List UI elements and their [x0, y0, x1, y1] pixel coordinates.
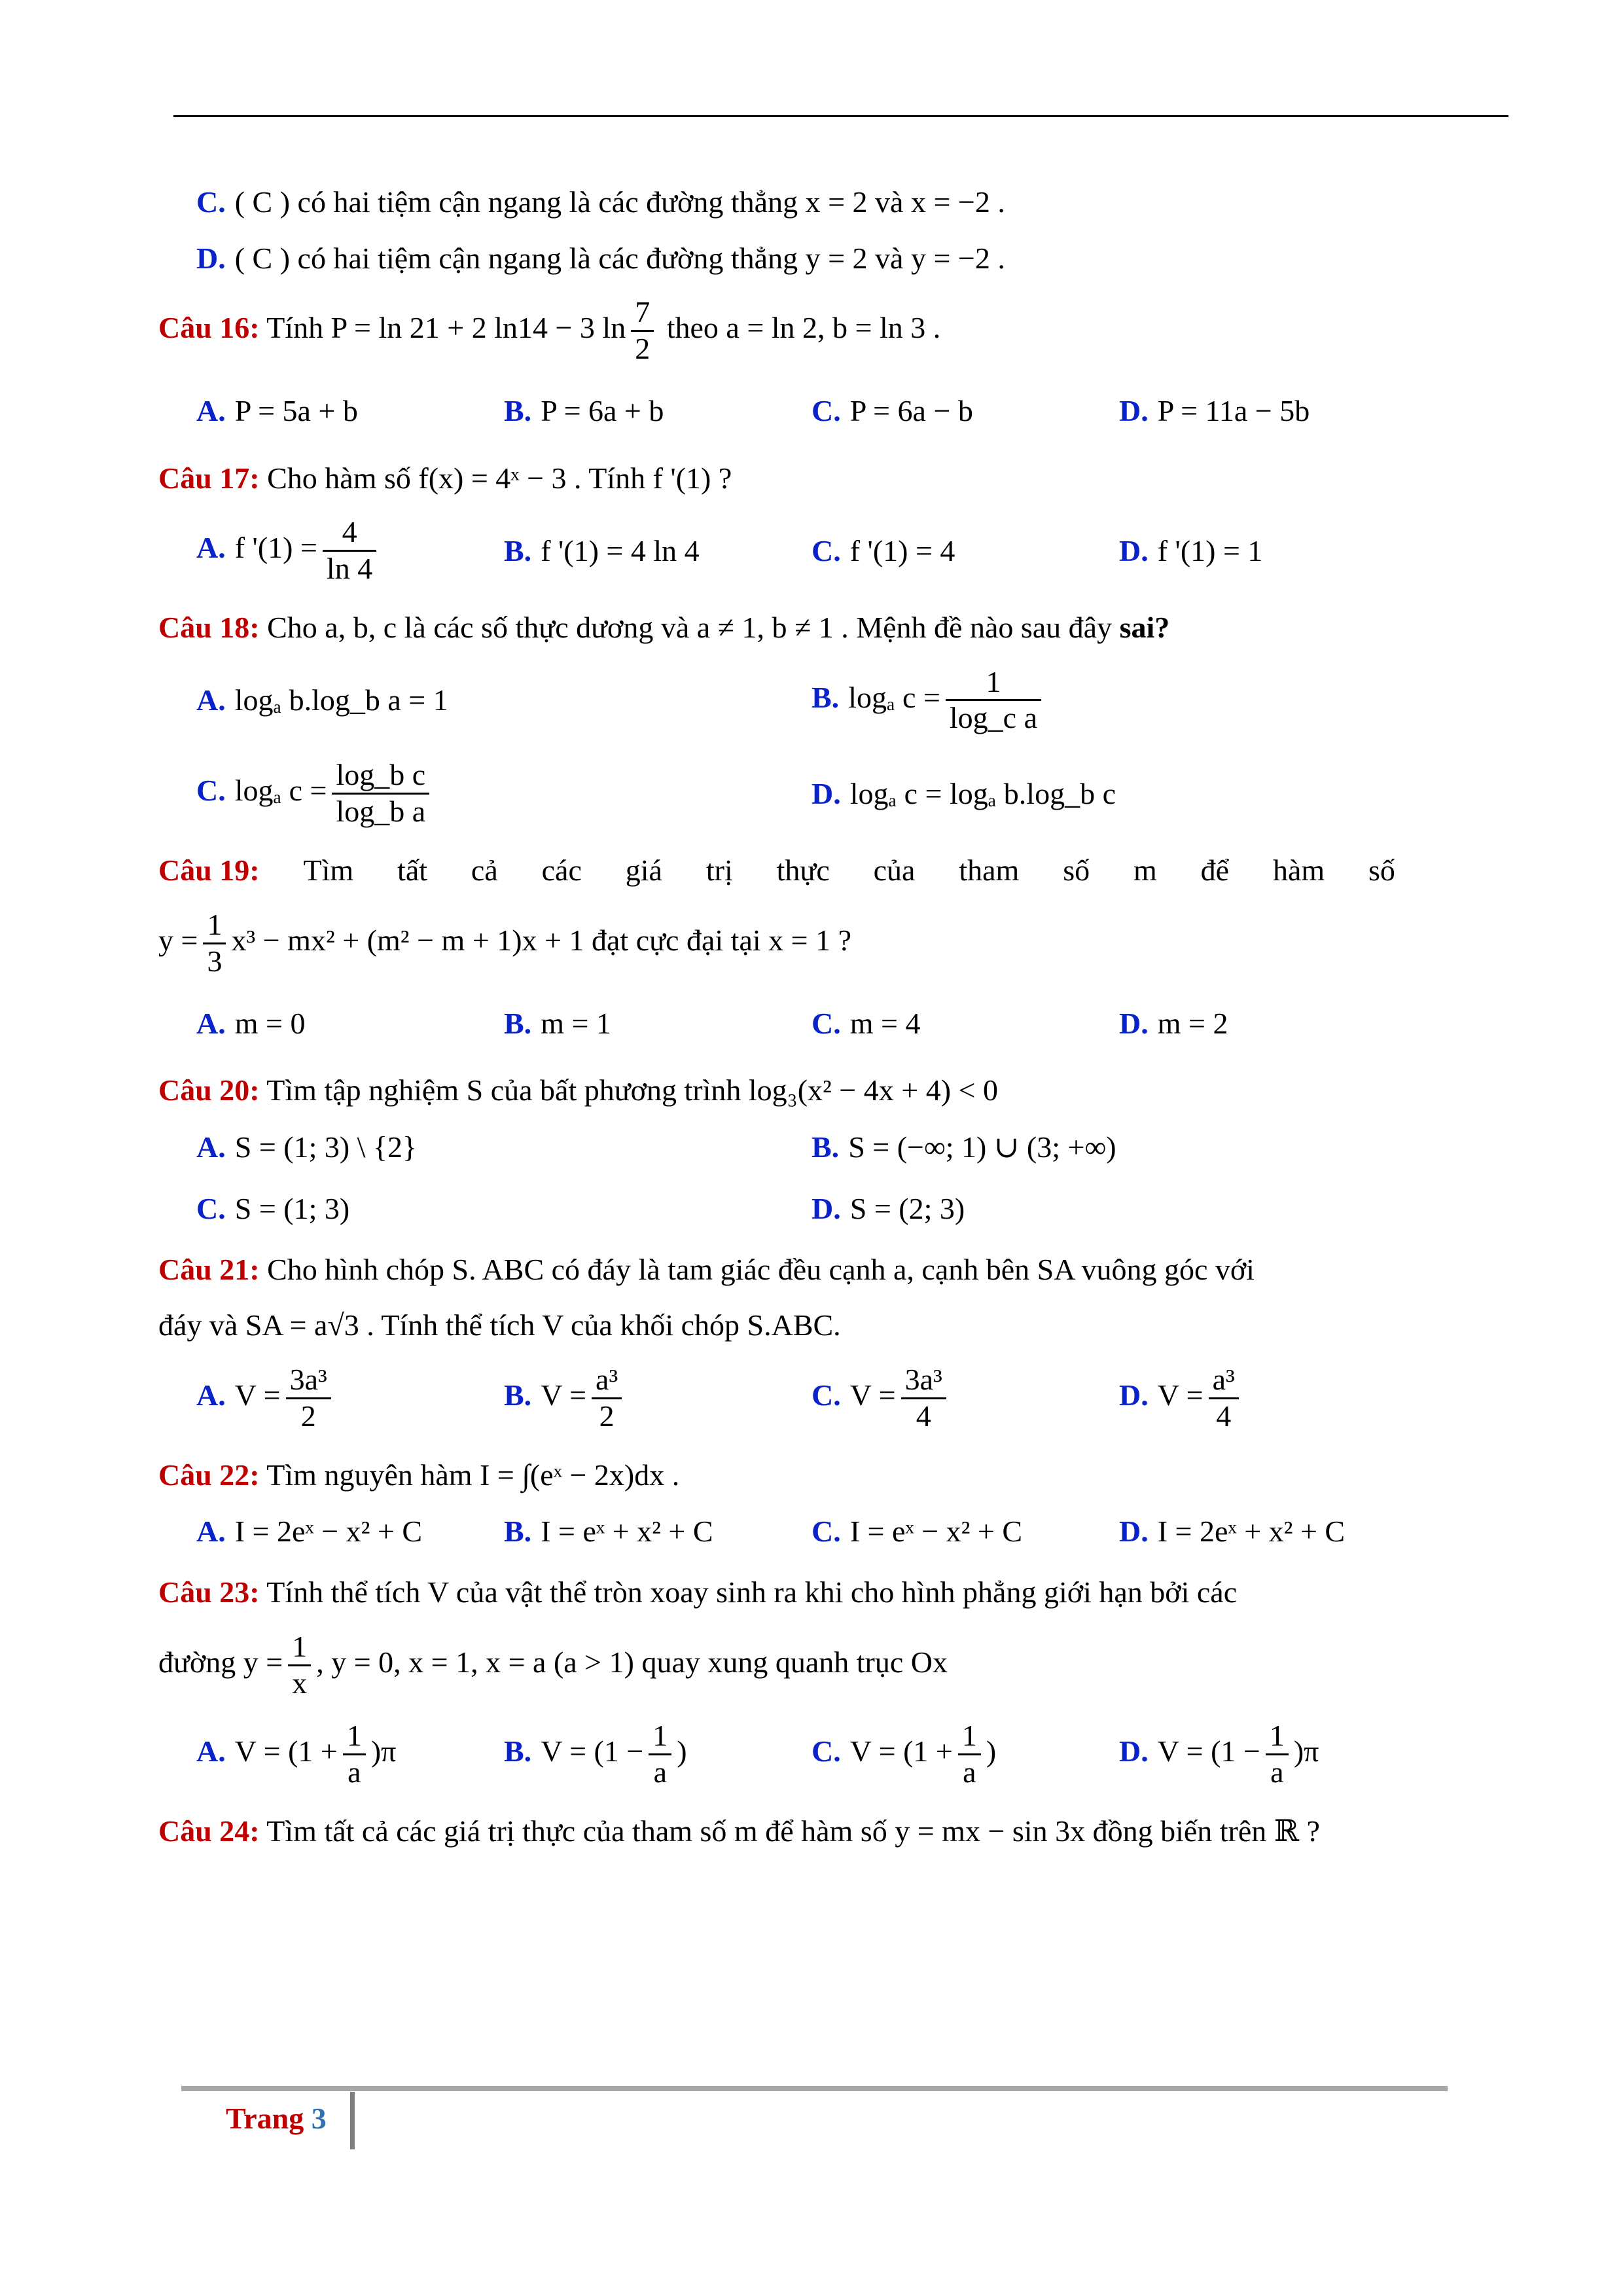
option-text: ( C ) có hai tiệm cận ngang là các đường thẳng x = 2 và x = −2 .: [234, 185, 1005, 219]
q20-options-ab: [196, 1128, 1440, 1167]
option-c: [196, 1190, 812, 1228]
option-text: V =: [849, 1378, 896, 1412]
fraction-denominator: a: [1270, 1755, 1284, 1789]
option-text: logₐ c =: [234, 774, 327, 808]
option-text: f '(1) =: [234, 531, 317, 565]
fraction: [649, 1719, 671, 1790]
option-text: P = 6a − b: [849, 394, 973, 428]
fraction-numerator: log_b c: [332, 758, 429, 795]
option-text: ): [986, 1734, 997, 1768]
question-text-post: theo a = ln 2, b = ln 3 .: [659, 310, 941, 344]
option-d: [1119, 392, 1427, 430]
option-label: B.: [504, 1006, 532, 1040]
option-label: D.: [196, 241, 226, 275]
option-text: S = (1; 3) \ {2}: [234, 1130, 418, 1164]
option-text: V =: [541, 1378, 587, 1412]
option-d: [812, 775, 1427, 813]
option-text: P = 5a + b: [234, 394, 358, 428]
option-d: [1119, 1363, 1427, 1434]
option-text: I = 2eˣ − x² + C: [234, 1515, 423, 1549]
fraction-denominator: 3: [207, 944, 223, 978]
fraction-numerator: 1: [1266, 1719, 1289, 1755]
q18-options-ab: [196, 665, 1440, 736]
fraction: [1266, 1719, 1289, 1790]
fraction-denominator: a: [653, 1755, 667, 1789]
question-word: tất: [397, 853, 428, 888]
question-word: số: [1368, 853, 1395, 888]
question-text-pre: Tính P = ln 21 + 2 ln14 − 3 ln: [259, 310, 626, 344]
question-word: tham: [959, 853, 1020, 888]
option-text: (1 −: [1211, 1734, 1260, 1768]
option-d: [1119, 1719, 1427, 1790]
option-text: S = (−∞; 1) ∪ (3; +∞): [848, 1130, 1116, 1164]
option-text: V =: [234, 1734, 281, 1768]
option-text: (1 −: [594, 1734, 644, 1768]
fraction-denominator: 2: [635, 331, 651, 365]
fraction: [332, 758, 429, 829]
option-label: D.: [1119, 394, 1149, 428]
option-text: ): [677, 1734, 687, 1768]
option-label: A.: [196, 1515, 226, 1549]
option-b: [504, 1719, 812, 1790]
option-label: D.: [1119, 1734, 1149, 1768]
option-label: C.: [812, 1734, 841, 1768]
fraction-denominator: x: [292, 1666, 308, 1700]
option-label: C.: [812, 1515, 841, 1549]
option-label: C.: [196, 185, 226, 219]
formula-text: y =: [158, 923, 198, 957]
question-21-line2: [158, 1306, 1440, 1344]
option-c: [812, 1005, 1119, 1043]
option-b: [504, 1005, 812, 1043]
option-label: D.: [1119, 533, 1149, 567]
question-label: Câu 20:: [158, 1073, 260, 1107]
option-label: C.: [196, 774, 226, 808]
question-label: Câu 24:: [158, 1814, 260, 1848]
option-d: [1119, 1005, 1427, 1043]
option-label: D.: [1119, 1515, 1149, 1549]
option-label: B.: [504, 394, 532, 428]
question-19: [158, 852, 1395, 889]
fraction-numerator: 1: [946, 665, 1041, 702]
option-text: m = 4: [849, 1006, 921, 1040]
option-text: f '(1) = 1: [1157, 533, 1263, 567]
fraction-numerator: 1: [343, 1719, 366, 1755]
option-a: [196, 681, 812, 719]
fraction-denominator: 2: [599, 1399, 615, 1433]
q20-options-cd: [196, 1189, 1440, 1229]
option-text: V =: [541, 1734, 587, 1768]
question-label: Câu 19:: [158, 853, 260, 888]
option-text: logₐ c = logₐ b.log_b c: [849, 776, 1116, 810]
page-number: [226, 2101, 327, 2136]
option-d: [812, 1190, 1427, 1228]
option-text: m = 1: [541, 1006, 611, 1040]
question-word: trị: [705, 853, 733, 888]
question-emphasis: sai?: [1119, 611, 1170, 645]
fraction-numerator: 3a³: [901, 1363, 946, 1399]
fraction: [288, 1630, 311, 1701]
question-21: [158, 1251, 1440, 1289]
option-label: A.: [196, 1006, 226, 1040]
q15-option-c: [196, 183, 1440, 221]
q17-options: [196, 515, 1440, 586]
question-word: hàm: [1272, 853, 1325, 888]
option-c: [812, 1363, 1119, 1434]
question-16: [158, 295, 1440, 367]
question-text: , y = 0, x = 1, x = a (a > 1) quay xung quanh trục Ox: [316, 1645, 948, 1679]
option-b: [504, 1363, 812, 1434]
question-word: m: [1133, 853, 1157, 888]
question-text: Tìm tất cả các giá trị thực của tham số m để hàm số y = mx − sin 3x đồng biến trên ℝ ?: [259, 1814, 1320, 1848]
option-text: f '(1) = 4: [849, 533, 955, 567]
option-a: [196, 515, 504, 586]
option-label: D.: [812, 1192, 841, 1226]
option-label: B.: [504, 1515, 532, 1549]
fraction-numerator: 1: [958, 1719, 981, 1755]
question-label: Câu 21:: [158, 1252, 260, 1286]
option-label: A.: [196, 394, 226, 428]
fraction: [323, 515, 376, 586]
option-text: V =: [849, 1734, 896, 1768]
fraction-numerator: a³: [1209, 1363, 1239, 1399]
option-c: [812, 392, 1119, 430]
option-a: [196, 1363, 504, 1434]
option-text: V =: [1157, 1378, 1204, 1412]
question-word: cả: [471, 853, 498, 888]
question-text: Tìm tập nghiệm S của bất phương trình log₃(x² − 4x + 4) < 0: [259, 1073, 998, 1107]
option-label: D.: [1119, 1006, 1149, 1040]
fraction-numerator: 1: [649, 1719, 671, 1755]
question-word: thực: [776, 853, 830, 888]
fraction-numerator: a³: [592, 1363, 622, 1399]
q21-options: [196, 1363, 1440, 1434]
fraction-denominator: log_c a: [949, 701, 1038, 735]
option-text: V =: [1157, 1734, 1204, 1768]
option-text: P = 11a − 5b: [1157, 394, 1310, 428]
option-label: A.: [196, 1130, 226, 1164]
option-label: B.: [504, 1734, 532, 1768]
q22-options: [196, 1512, 1440, 1551]
question-text: đáy và SA = a√3 . Tính thể tích V của khối chóp S.ABC.: [158, 1308, 841, 1342]
fraction-numerator: 4: [323, 515, 376, 552]
question-23: [158, 1573, 1440, 1611]
question-label: Câu 18:: [158, 611, 260, 645]
option-text: I = 2eˣ + x² + C: [1157, 1515, 1346, 1549]
fraction-numerator: 7: [631, 295, 654, 332]
question-20: [158, 1071, 1440, 1109]
option-b: [504, 532, 812, 570]
option-text: S = (1; 3): [234, 1192, 350, 1226]
question-24: [158, 1812, 1440, 1850]
option-text: ( C ) có hai tiệm cận ngang là các đường thẳng y = 2 và y = −2 .: [234, 241, 1005, 275]
question-23-line2: [158, 1630, 1440, 1701]
question-17: [158, 459, 1440, 497]
fraction: [203, 908, 226, 979]
footer-rule: [181, 2086, 1448, 2091]
option-text: S = (2; 3): [849, 1192, 965, 1226]
option-label: D.: [1119, 1378, 1149, 1412]
question-19-formula: [158, 908, 1440, 979]
fraction: [958, 1719, 981, 1790]
option-label: C.: [812, 1006, 841, 1040]
question-word: của: [873, 853, 916, 888]
option-a: [196, 1513, 504, 1551]
option-text: m = 0: [234, 1006, 306, 1040]
option-label: D.: [812, 776, 841, 810]
option-a: [196, 1719, 504, 1790]
option-label: C.: [196, 1192, 226, 1226]
option-text: I = eˣ + x² + C: [541, 1515, 713, 1549]
q16-options: [196, 385, 1440, 437]
option-c: [812, 1513, 1119, 1551]
question-text: đường y =: [158, 1645, 283, 1679]
option-a: [196, 1005, 504, 1043]
option-text: )π: [1293, 1734, 1319, 1768]
fraction-denominator: 4: [1216, 1399, 1232, 1433]
q19-options: [196, 997, 1440, 1049]
question-label: Câu 23:: [158, 1575, 260, 1609]
q18-options-cd: [196, 758, 1440, 829]
question-label: Câu 16:: [158, 310, 260, 344]
fraction-denominator: log_b a: [336, 795, 426, 829]
fraction: [343, 1719, 366, 1790]
question-text: Cho a, b, c là các số thực dương và a ≠ 1, b ≠ 1 . Mệnh đề nào sau đây: [259, 611, 1120, 645]
fraction-denominator: a: [348, 1755, 361, 1789]
option-d: [1119, 1513, 1427, 1551]
fraction: [592, 1363, 622, 1434]
option-c: [812, 532, 1119, 570]
option-a: [196, 392, 504, 430]
option-text: m = 2: [1157, 1006, 1228, 1040]
option-text: (1 +: [288, 1734, 338, 1768]
option-b: [812, 665, 1427, 736]
option-b: [812, 1128, 1427, 1166]
option-label: B.: [504, 1378, 532, 1412]
header-rule: [173, 115, 1508, 117]
option-a: [196, 1128, 812, 1166]
option-d: [1119, 532, 1427, 570]
fraction-denominator: ln 4: [326, 552, 373, 586]
fraction-denominator: 4: [916, 1399, 931, 1433]
question-word: các: [541, 853, 582, 888]
option-text: I = eˣ − x² + C: [849, 1515, 1023, 1549]
option-text: logₐ b.log_b a = 1: [234, 683, 448, 717]
fraction-numerator: 1: [288, 1630, 311, 1666]
question-label: Câu 22:: [158, 1458, 260, 1492]
question-text: Cho hình chóp S. ABC có đáy là tam giác đều cạnh a, cạnh bên SA vuông góc với: [259, 1252, 1255, 1286]
fraction: [286, 1363, 331, 1434]
question-word: giá: [625, 853, 662, 888]
q15-option-d: [196, 240, 1440, 278]
fraction: [1209, 1363, 1239, 1434]
option-label: C.: [812, 533, 841, 567]
option-label: A.: [196, 1378, 226, 1412]
page-number-value: 3: [311, 2102, 327, 2135]
option-label: B.: [812, 1130, 840, 1164]
fraction: [946, 665, 1041, 736]
fraction-numerator: 1: [203, 908, 226, 944]
question-text: Cho hàm số f(x) = 4ˣ − 3 . Tính f '(1) ?: [259, 461, 732, 495]
option-text: (1 +: [903, 1734, 953, 1768]
page-label: Trang: [226, 2102, 304, 2135]
option-text: f '(1) = 4 ln 4: [541, 533, 700, 567]
fraction: [901, 1363, 946, 1434]
option-label: B.: [812, 680, 840, 714]
option-b: [504, 392, 812, 430]
option-label: A.: [196, 531, 226, 565]
option-c: [812, 1719, 1119, 1790]
fraction-denominator: a: [963, 1755, 976, 1789]
footer-divider: [350, 2092, 355, 2149]
fraction: [631, 295, 654, 367]
question-22: [158, 1456, 1440, 1494]
q23-options: [196, 1719, 1440, 1790]
option-b: [504, 1513, 812, 1551]
question-text: Tính thể tích V của vật thể tròn xoay sinh ra khi cho hình phẳng giới hạn bởi các: [259, 1575, 1238, 1609]
option-text: )π: [370, 1734, 397, 1768]
question-word: Tìm: [303, 853, 354, 888]
option-label: A.: [196, 683, 226, 717]
document-body: [158, 183, 1440, 1869]
option-label: B.: [504, 533, 532, 567]
option-label: C.: [812, 394, 841, 428]
option-text: V =: [234, 1378, 281, 1412]
question-word: để: [1200, 853, 1230, 888]
question-text: Tìm nguyên hàm I = ∫(eˣ − 2x)dx .: [259, 1458, 680, 1492]
formula-text: x³ − mx² + (m² − m + 1)x + 1 đạt cực đại tại x = 1 ?: [231, 923, 852, 957]
fraction-denominator: 2: [300, 1399, 316, 1433]
question-18: [158, 609, 1440, 647]
option-c: [196, 758, 812, 829]
option-label: A.: [196, 1734, 226, 1768]
option-text: logₐ c =: [848, 680, 940, 714]
option-text: P = 6a + b: [541, 394, 664, 428]
option-label: C.: [812, 1378, 841, 1412]
question-label: Câu 17:: [158, 461, 260, 495]
fraction-numerator: 3a³: [286, 1363, 331, 1399]
question-word: số: [1063, 853, 1090, 888]
